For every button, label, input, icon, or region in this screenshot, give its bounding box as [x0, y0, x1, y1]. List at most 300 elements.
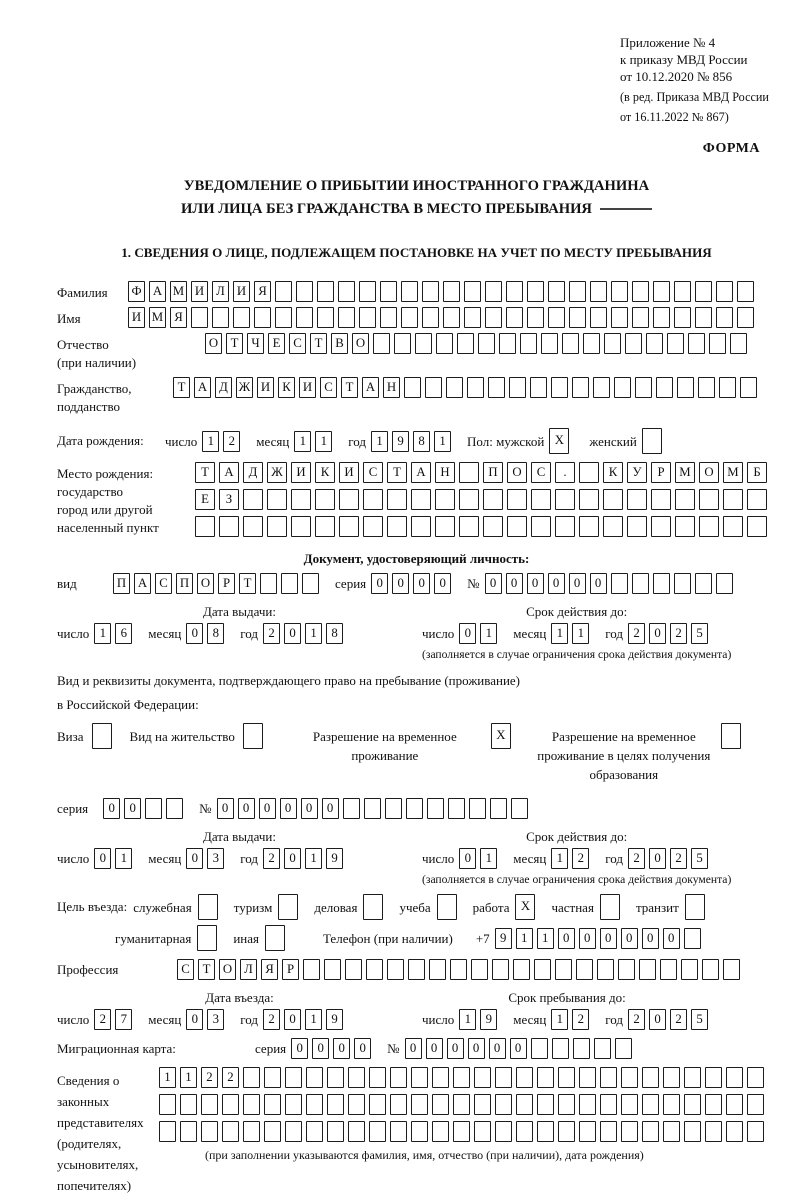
profession-boxes[interactable] — [177, 959, 744, 980]
char-cell[interactable] — [264, 1094, 281, 1115]
char-cell[interactable] — [278, 894, 298, 920]
char-cell[interactable] — [747, 1067, 764, 1088]
year-boxes[interactable] — [628, 1009, 712, 1030]
char-cell[interactable]: К — [603, 462, 623, 483]
char-cell[interactable] — [453, 1121, 470, 1142]
char-cell[interactable]: П — [113, 573, 130, 594]
char-cell[interactable] — [513, 959, 530, 980]
char-cell[interactable] — [243, 516, 263, 537]
char-cell[interactable]: Я — [170, 307, 187, 328]
char-cell[interactable] — [695, 281, 712, 302]
char-cell[interactable] — [159, 1094, 176, 1115]
char-cell[interactable] — [684, 928, 701, 949]
char-cell[interactable] — [675, 516, 695, 537]
char-cell[interactable]: X — [491, 723, 511, 749]
char-cell[interactable] — [195, 516, 215, 537]
char-cell[interactable] — [432, 1067, 449, 1088]
char-cell[interactable] — [264, 1121, 281, 1142]
char-cell[interactable] — [646, 333, 663, 354]
char-cell[interactable] — [469, 798, 486, 819]
char-cell[interactable] — [243, 489, 263, 510]
char-cell[interactable] — [317, 281, 334, 302]
char-cell[interactable] — [627, 516, 647, 537]
char-cell[interactable]: Н — [435, 462, 455, 483]
char-cell[interactable] — [159, 1121, 176, 1142]
char-cell[interactable] — [506, 307, 523, 328]
char-cell[interactable] — [594, 1038, 611, 1059]
char-cell[interactable]: И — [233, 281, 250, 302]
char-cell[interactable] — [698, 377, 715, 398]
birth-day-boxes[interactable] — [202, 431, 244, 452]
char-cell[interactable]: Р — [218, 573, 235, 594]
char-cell[interactable] — [222, 1121, 239, 1142]
char-cell[interactable] — [495, 1067, 512, 1088]
char-cell[interactable] — [674, 307, 691, 328]
gender-female-checkbox[interactable] — [642, 428, 666, 454]
char-cell[interactable]: 1 — [459, 1009, 476, 1030]
char-cell[interactable]: 1 — [294, 431, 311, 452]
char-cell[interactable]: 1 — [94, 623, 111, 644]
char-cell[interactable] — [667, 333, 684, 354]
char-cell[interactable]: Т — [239, 573, 256, 594]
char-cell[interactable] — [324, 959, 341, 980]
char-cell[interactable] — [627, 489, 647, 510]
char-cell[interactable] — [576, 959, 593, 980]
char-cell[interactable] — [716, 573, 733, 594]
char-cell[interactable]: У — [627, 462, 647, 483]
char-cell[interactable]: 9 — [480, 1009, 497, 1030]
char-cell[interactable] — [603, 516, 623, 537]
char-cell[interactable] — [663, 1067, 680, 1088]
char-cell[interactable]: 8 — [207, 623, 224, 644]
day-boxes[interactable] — [459, 848, 501, 869]
char-cell[interactable] — [674, 573, 691, 594]
char-cell[interactable] — [457, 333, 474, 354]
char-cell[interactable] — [359, 307, 376, 328]
char-cell[interactable]: Ж — [236, 377, 253, 398]
passport-series-boxes[interactable] — [371, 573, 455, 594]
char-cell[interactable] — [520, 333, 537, 354]
char-cell[interactable] — [267, 489, 287, 510]
purpose-business-checkbox[interactable] — [198, 894, 222, 920]
day-boxes[interactable] — [94, 848, 136, 869]
char-cell[interactable] — [495, 1094, 512, 1115]
migcard-series-boxes[interactable] — [291, 1038, 375, 1059]
char-cell[interactable] — [534, 959, 551, 980]
char-cell[interactable]: 8 — [413, 431, 430, 452]
char-cell[interactable] — [243, 1094, 260, 1115]
char-cell[interactable] — [509, 377, 526, 398]
char-cell[interactable]: 0 — [468, 1038, 485, 1059]
char-cell[interactable] — [653, 573, 670, 594]
char-cell[interactable]: 0 — [459, 848, 476, 869]
year-boxes[interactable] — [263, 623, 347, 644]
char-cell[interactable] — [573, 1038, 590, 1059]
char-cell[interactable] — [600, 894, 620, 920]
birth-month-boxes[interactable] — [294, 431, 336, 452]
char-cell[interactable] — [653, 281, 670, 302]
char-cell[interactable]: 0 — [579, 928, 596, 949]
char-cell[interactable] — [422, 281, 439, 302]
char-cell[interactable] — [737, 307, 754, 328]
char-cell[interactable]: М — [170, 281, 187, 302]
char-cell[interactable] — [531, 489, 551, 510]
char-cell[interactable]: С — [289, 333, 306, 354]
char-cell[interactable]: Ж — [267, 462, 287, 483]
char-cell[interactable] — [663, 1121, 680, 1142]
char-cell[interactable] — [296, 281, 313, 302]
char-cell[interactable]: Я — [261, 959, 278, 980]
char-cell[interactable]: 2 — [628, 848, 645, 869]
char-cell[interactable] — [197, 925, 217, 951]
char-cell[interactable]: А — [134, 573, 151, 594]
char-cell[interactable]: З — [219, 489, 239, 510]
char-cell[interactable] — [432, 1121, 449, 1142]
char-cell[interactable]: 2 — [263, 848, 280, 869]
char-cell[interactable]: 3 — [207, 1009, 224, 1030]
char-cell[interactable] — [380, 307, 397, 328]
birthplace-row-country[interactable] — [195, 462, 771, 483]
char-cell[interactable]: 1 — [202, 431, 219, 452]
representatives-row-3[interactable] — [159, 1121, 768, 1142]
char-cell[interactable] — [600, 1121, 617, 1142]
char-cell[interactable]: А — [194, 377, 211, 398]
char-cell[interactable] — [511, 798, 528, 819]
char-cell[interactable] — [387, 489, 407, 510]
char-cell[interactable]: . — [555, 462, 575, 483]
char-cell[interactable] — [527, 307, 544, 328]
char-cell[interactable] — [593, 377, 610, 398]
char-cell[interactable]: 2 — [670, 623, 687, 644]
char-cell[interactable]: 9 — [326, 1009, 343, 1030]
char-cell[interactable]: Т — [195, 462, 215, 483]
char-cell[interactable] — [527, 281, 544, 302]
char-cell[interactable]: 0 — [259, 798, 276, 819]
char-cell[interactable] — [390, 1094, 407, 1115]
char-cell[interactable] — [490, 798, 507, 819]
char-cell[interactable] — [726, 1121, 743, 1142]
char-cell[interactable] — [373, 333, 390, 354]
char-cell[interactable]: 9 — [392, 431, 409, 452]
char-cell[interactable] — [390, 1067, 407, 1088]
char-cell[interactable]: И — [257, 377, 274, 398]
char-cell[interactable]: Е — [195, 489, 215, 510]
char-cell[interactable]: 0 — [434, 573, 451, 594]
char-cell[interactable] — [339, 489, 359, 510]
char-cell[interactable]: 2 — [94, 1009, 111, 1030]
char-cell[interactable] — [422, 307, 439, 328]
char-cell[interactable] — [583, 333, 600, 354]
char-cell[interactable] — [453, 1067, 470, 1088]
char-cell[interactable] — [530, 377, 547, 398]
char-cell[interactable] — [684, 1121, 701, 1142]
char-cell[interactable] — [363, 894, 383, 920]
char-cell[interactable] — [212, 307, 229, 328]
char-cell[interactable] — [291, 489, 311, 510]
char-cell[interactable] — [516, 1094, 533, 1115]
char-cell[interactable] — [688, 333, 705, 354]
char-cell[interactable] — [219, 516, 239, 537]
char-cell[interactable] — [359, 281, 376, 302]
char-cell[interactable]: И — [291, 462, 311, 483]
char-cell[interactable] — [369, 1121, 386, 1142]
char-cell[interactable]: 2 — [628, 1009, 645, 1030]
representatives-row-2[interactable] — [159, 1094, 768, 1115]
char-cell[interactable]: 5 — [691, 623, 708, 644]
char-cell[interactable] — [632, 281, 649, 302]
char-cell[interactable]: Т — [173, 377, 190, 398]
char-cell[interactable] — [315, 489, 335, 510]
char-cell[interactable] — [306, 1067, 323, 1088]
char-cell[interactable]: О — [699, 462, 719, 483]
char-cell[interactable] — [478, 333, 495, 354]
char-cell[interactable] — [390, 1121, 407, 1142]
purpose-tourism-checkbox[interactable] — [278, 894, 302, 920]
char-cell[interactable]: М — [675, 462, 695, 483]
migcard-number-boxes[interactable] — [405, 1038, 636, 1059]
char-cell[interactable] — [537, 1067, 554, 1088]
char-cell[interactable] — [260, 573, 277, 594]
char-cell[interactable] — [642, 1121, 659, 1142]
char-cell[interactable] — [408, 959, 425, 980]
char-cell[interactable]: 2 — [263, 623, 280, 644]
char-cell[interactable]: 1 — [115, 848, 132, 869]
char-cell[interactable]: Р — [282, 959, 299, 980]
char-cell[interactable] — [243, 1067, 260, 1088]
char-cell[interactable] — [145, 798, 162, 819]
char-cell[interactable]: 2 — [628, 623, 645, 644]
char-cell[interactable] — [432, 1094, 449, 1115]
char-cell[interactable]: 0 — [217, 798, 234, 819]
char-cell[interactable]: Т — [387, 462, 407, 483]
purpose-humanitarian-checkbox[interactable] — [197, 925, 221, 951]
char-cell[interactable]: И — [299, 377, 316, 398]
char-cell[interactable] — [233, 307, 250, 328]
char-cell[interactable]: О — [197, 573, 214, 594]
char-cell[interactable] — [471, 959, 488, 980]
char-cell[interactable]: 0 — [284, 1009, 301, 1030]
char-cell[interactable] — [436, 333, 453, 354]
day-boxes[interactable] — [459, 1009, 501, 1030]
char-cell[interactable] — [427, 798, 444, 819]
char-cell[interactable]: Ч — [247, 333, 264, 354]
char-cell[interactable] — [180, 1121, 197, 1142]
char-cell[interactable] — [411, 1121, 428, 1142]
month-boxes[interactable] — [186, 623, 228, 644]
char-cell[interactable] — [656, 377, 673, 398]
char-cell[interactable]: 0 — [392, 573, 409, 594]
char-cell[interactable]: 1 — [315, 431, 332, 452]
char-cell[interactable] — [590, 307, 607, 328]
char-cell[interactable]: Ф — [128, 281, 145, 302]
char-cell[interactable] — [642, 1094, 659, 1115]
char-cell[interactable] — [459, 462, 479, 483]
char-cell[interactable]: И — [128, 307, 145, 328]
char-cell[interactable] — [723, 959, 740, 980]
char-cell[interactable]: 1 — [551, 1009, 568, 1030]
char-cell[interactable]: 0 — [301, 798, 318, 819]
char-cell[interactable] — [364, 798, 381, 819]
char-cell[interactable] — [705, 1067, 722, 1088]
char-cell[interactable] — [387, 959, 404, 980]
year-boxes[interactable] — [263, 1009, 347, 1030]
doc-type-boxes[interactable] — [113, 573, 323, 594]
char-cell[interactable] — [579, 516, 599, 537]
char-cell[interactable]: Я — [254, 281, 271, 302]
char-cell[interactable] — [675, 489, 695, 510]
char-cell[interactable] — [411, 1094, 428, 1115]
char-cell[interactable] — [291, 516, 311, 537]
char-cell[interactable] — [677, 377, 694, 398]
char-cell[interactable] — [303, 959, 320, 980]
char-cell[interactable]: О — [219, 959, 236, 980]
char-cell[interactable] — [506, 281, 523, 302]
char-cell[interactable]: 0 — [94, 848, 111, 869]
permit-series-boxes[interactable] — [103, 798, 187, 819]
char-cell[interactable] — [603, 489, 623, 510]
purpose-other-checkbox[interactable] — [265, 925, 289, 951]
char-cell[interactable]: 1 — [551, 848, 568, 869]
char-cell[interactable]: А — [411, 462, 431, 483]
name-boxes[interactable] — [128, 307, 758, 328]
char-cell[interactable] — [338, 281, 355, 302]
char-cell[interactable] — [663, 1094, 680, 1115]
char-cell[interactable] — [406, 798, 423, 819]
char-cell[interactable] — [317, 307, 334, 328]
char-cell[interactable]: 6 — [115, 623, 132, 644]
permit-number-boxes[interactable] — [217, 798, 532, 819]
char-cell[interactable] — [723, 516, 743, 537]
char-cell[interactable] — [625, 333, 642, 354]
day-boxes[interactable] — [94, 1009, 136, 1030]
char-cell[interactable]: 0 — [510, 1038, 527, 1059]
char-cell[interactable] — [394, 333, 411, 354]
char-cell[interactable] — [555, 516, 575, 537]
month-boxes[interactable] — [186, 848, 228, 869]
char-cell[interactable]: 1 — [551, 623, 568, 644]
char-cell[interactable] — [555, 959, 572, 980]
char-cell[interactable] — [363, 516, 383, 537]
char-cell[interactable] — [597, 959, 614, 980]
char-cell[interactable] — [639, 959, 656, 980]
char-cell[interactable] — [474, 1067, 491, 1088]
char-cell[interactable] — [448, 798, 465, 819]
char-cell[interactable] — [345, 959, 362, 980]
citizenship-boxes[interactable] — [173, 377, 761, 398]
char-cell[interactable]: К — [315, 462, 335, 483]
char-cell[interactable] — [467, 377, 484, 398]
char-cell[interactable] — [611, 573, 628, 594]
char-cell[interactable]: 3 — [207, 848, 224, 869]
char-cell[interactable] — [401, 281, 418, 302]
char-cell[interactable] — [296, 307, 313, 328]
birthplace-row-extra[interactable] — [195, 516, 771, 537]
char-cell[interactable]: 0 — [663, 928, 680, 949]
char-cell[interactable] — [243, 723, 263, 749]
char-cell[interactable] — [531, 516, 551, 537]
char-cell[interactable] — [435, 489, 455, 510]
char-cell[interactable] — [222, 1094, 239, 1115]
char-cell[interactable] — [254, 307, 271, 328]
char-cell[interactable] — [281, 573, 298, 594]
char-cell[interactable] — [306, 1094, 323, 1115]
char-cell[interactable] — [651, 516, 671, 537]
char-cell[interactable] — [740, 377, 757, 398]
char-cell[interactable] — [429, 959, 446, 980]
char-cell[interactable]: 0 — [238, 798, 255, 819]
char-cell[interactable] — [541, 333, 558, 354]
char-cell[interactable]: Р — [651, 462, 671, 483]
char-cell[interactable] — [267, 516, 287, 537]
char-cell[interactable]: Е — [268, 333, 285, 354]
char-cell[interactable] — [642, 1067, 659, 1088]
char-cell[interactable] — [507, 489, 527, 510]
char-cell[interactable] — [642, 428, 662, 454]
char-cell[interactable]: 1 — [305, 623, 322, 644]
char-cell[interactable]: 5 — [691, 1009, 708, 1030]
char-cell[interactable] — [302, 573, 319, 594]
char-cell[interactable] — [327, 1067, 344, 1088]
char-cell[interactable] — [737, 281, 754, 302]
char-cell[interactable] — [716, 281, 733, 302]
char-cell[interactable]: 0 — [569, 573, 586, 594]
char-cell[interactable] — [723, 489, 743, 510]
char-cell[interactable] — [562, 333, 579, 354]
char-cell[interactable] — [404, 377, 421, 398]
char-cell[interactable] — [600, 1067, 617, 1088]
education-residence-checkbox[interactable] — [721, 723, 745, 749]
char-cell[interactable]: 0 — [413, 573, 430, 594]
month-boxes[interactable] — [551, 1009, 593, 1030]
char-cell[interactable] — [437, 894, 457, 920]
char-cell[interactable] — [555, 489, 575, 510]
passport-number-boxes[interactable] — [485, 573, 737, 594]
visa-checkbox[interactable] — [92, 723, 116, 749]
char-cell[interactable]: 1 — [516, 928, 533, 949]
surname-boxes[interactable] — [128, 281, 758, 302]
char-cell[interactable] — [604, 333, 621, 354]
char-cell[interactable] — [369, 1094, 386, 1115]
char-cell[interactable]: 5 — [691, 848, 708, 869]
char-cell[interactable]: Т — [341, 377, 358, 398]
char-cell[interactable]: 0 — [459, 623, 476, 644]
char-cell[interactable] — [569, 281, 586, 302]
day-boxes[interactable] — [94, 623, 136, 644]
char-cell[interactable]: 0 — [426, 1038, 443, 1059]
char-cell[interactable] — [443, 281, 460, 302]
char-cell[interactable]: 0 — [333, 1038, 350, 1059]
char-cell[interactable]: Т — [198, 959, 215, 980]
char-cell[interactable]: 1 — [371, 431, 388, 452]
char-cell[interactable]: О — [205, 333, 222, 354]
char-cell[interactable]: 0 — [312, 1038, 329, 1059]
char-cell[interactable] — [726, 1094, 743, 1115]
char-cell[interactable] — [579, 462, 599, 483]
char-cell[interactable]: 0 — [447, 1038, 464, 1059]
purpose-transit-checkbox[interactable] — [685, 894, 709, 920]
char-cell[interactable]: 2 — [263, 1009, 280, 1030]
char-cell[interactable] — [632, 307, 649, 328]
char-cell[interactable]: 0 — [284, 623, 301, 644]
char-cell[interactable]: М — [723, 462, 743, 483]
char-cell[interactable] — [531, 1038, 548, 1059]
char-cell[interactable] — [705, 1094, 722, 1115]
char-cell[interactable] — [621, 1121, 638, 1142]
char-cell[interactable] — [579, 1094, 596, 1115]
char-cell[interactable] — [343, 798, 360, 819]
char-cell[interactable]: 1 — [480, 848, 497, 869]
char-cell[interactable]: X — [515, 894, 535, 920]
